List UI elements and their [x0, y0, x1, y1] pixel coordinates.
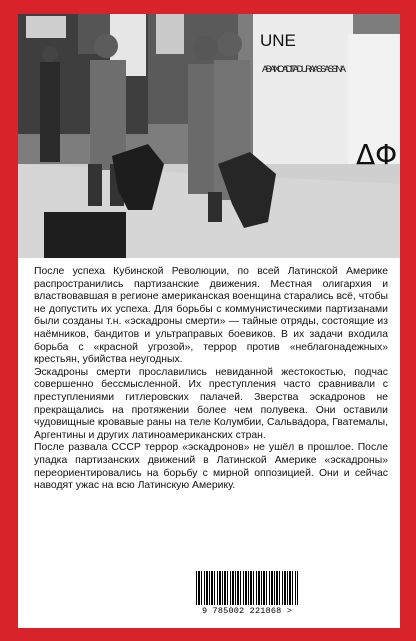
annotation-text: [34, 266, 388, 493]
paragraph-1: После успеха Кубинской Революции, по всей Латинской Америке распространились партизанские движения. Местная олигархия и властвовавшая в регионе американская военщина старались всё, чтобы не допустить их успеха. Для борьбы с коммунистическими партизанами были созданы т.н. «эскадроны смерти» — тайные отряды, состоящие из наёмников, бандитов и ультраправых боевиков. В их задачи входила борьба с «красной угрозой», террор против «неблагонадежных» крестьян, убийства неугодных.: [34, 266, 388, 366]
isbn-barcode: [196, 571, 298, 619]
graffiti-une: UNE: [260, 31, 296, 50]
graffiti-main: ABAIXO A DITADURA ASSASSINA: [262, 64, 346, 74]
barcode-digits: 9 785002 221868 >: [201, 606, 293, 616]
paragraph-2: Эскадроны смерти прославились невиданной жестокостью, подчас совершенно бессмысленной. Их преступления часто сравнивали с преступлениями гитлеровских палачей. Зверства эскадронов не прекращались на протяжении более чем полувека. Они оставили чудовищные кровавые раны на теле Колумбии, Сальвадора, Гватемалы, Аргентины и других латиноамериканских стран.: [34, 366, 388, 441]
soldiers-with-dogs-photo: [18, 14, 400, 258]
graffiti-right: ΔΦ: [356, 138, 398, 171]
cover-photo: [18, 14, 400, 258]
text-panel: [18, 258, 400, 628]
barcode-bars: [196, 571, 298, 605]
paragraph-3: После развала СССР террор «эскадронов» не ушёл в прошлое. После упадка партизанских движений в Латинской Америке «эскадроны» переориентировались на борьбу с мирной оппозицией. Они и сейчас наводят ужас на всю Латинскую Америку.: [34, 442, 388, 492]
